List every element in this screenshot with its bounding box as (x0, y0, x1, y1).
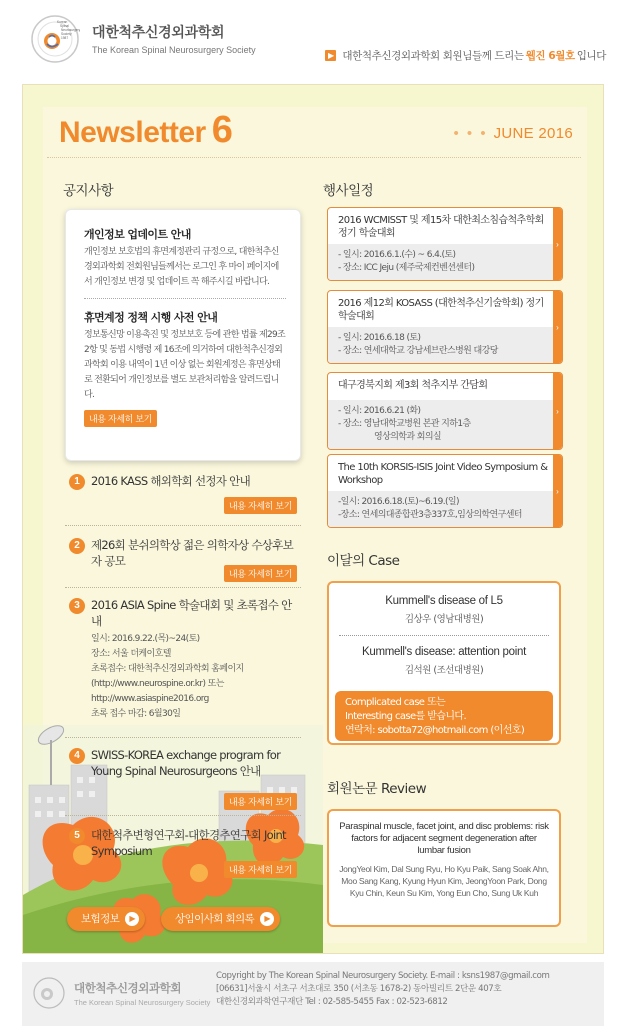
notice-list-item-2[interactable] (65, 537, 301, 580)
event-venue: -장소: 연세의대종합관3층337호,임상의학연구센터 (338, 510, 522, 520)
org-name-en: The Korean Spinal Neurosurgery Society (92, 45, 256, 55)
event-card-4[interactable] (327, 454, 563, 528)
event-details (328, 491, 562, 527)
case-author: 김석원 (조선대병원) (404, 665, 484, 676)
notice-item-more-button[interactable]: 내용 자세히 보기 (224, 861, 297, 878)
logo-small-line-3: Neurosurgery (61, 28, 80, 32)
org-name[interactable] (92, 22, 256, 55)
event-title[interactable]: 2016 제12회 KOSASS (대한척추신기술학회) 정기학술대회 (338, 298, 544, 322)
event-card-3[interactable] (327, 372, 563, 450)
item-number-badge: 3 (69, 598, 85, 614)
logo-small-line-1: Korean (57, 20, 68, 24)
footer-info (216, 970, 549, 1009)
notice-title-1[interactable]: 개인정보 업데이트 안내 (84, 228, 191, 241)
notice-item-details (91, 632, 301, 722)
callout-contact[interactable]: 연락처: sobotta72@hotmail.com (이선호) (345, 725, 525, 736)
event-venue: - 장소: ICC Jeju (제주국제컨벤션센터) (338, 263, 475, 273)
notice-body-2: 정보통신망 이용촉진 및 정보보호 등에 관한 법률 제29조 2항 및 동법 시행령 제 16조에 의거하여 대한척추신경외과학회 이용 내역이 1년 이상 없는 회원계정은 휴면상태로 전환되어 개인정보를 별도 보관처리함을 알려드립니다. (84, 330, 286, 400)
review-card[interactable] (327, 809, 561, 927)
featured-notice-card (65, 209, 301, 461)
detail-line[interactable]: http://www.asiaspine2016.org (91, 694, 209, 704)
case-title[interactable]: Kummell's disease: attention point (362, 646, 526, 658)
chevron-right-icon[interactable]: › (553, 373, 562, 449)
notice-list-item-5[interactable] (65, 827, 301, 876)
board-minutes-button[interactable] (161, 907, 280, 931)
event-title[interactable]: 2016 WCMISST 및 제15차 대한최소침습척추학회 정기 학술대회 (338, 215, 544, 239)
item-number-badge: 2 (69, 538, 85, 554)
arrow-right-icon: ▶ (325, 50, 336, 61)
event-date: - 일시: 2016.6.18 (토) (338, 333, 421, 343)
date-dots: • • • (453, 125, 488, 142)
notice-list-item-3[interactable] (65, 597, 301, 722)
list-divider (65, 525, 301, 526)
notice-body-1: 개인정보 보호법의 휴면계정관리 규정으로, 대한척추신경외과학회 전회원님들께서는 로그인 후 마이 페이지에서 개인정보 변경 및 업데이트 꼭 해주시길 바랍니다. (84, 247, 279, 287)
event-date: - 일시: 2016.6.21 (화) (338, 406, 421, 416)
chevron-right-icon[interactable]: › (553, 455, 562, 527)
board-minutes-label: 상임이사회 회의록 (175, 913, 255, 925)
footer-org-name (74, 980, 210, 1007)
tagline (325, 48, 606, 63)
notice-list-item-1[interactable] (65, 473, 301, 512)
logo-small-line-5: 1987 (61, 36, 69, 40)
detail-line: 초록 접수 마감: 6월30일 (91, 709, 181, 719)
item-number-badge: 4 (69, 748, 85, 764)
footer-org-name-en: The Korean Spinal Neurosurgery Society (74, 998, 211, 1007)
org-name-ko: 대한척추신경외과학회 (92, 25, 225, 41)
notice-details-button[interactable]: 내용 자세히 보기 (84, 410, 157, 427)
event-title[interactable]: The 10th KORSIS-ISIS Joint Video Symposium & Workshop (338, 462, 548, 486)
notice-item-more-button[interactable]: 내용 자세히 보기 (224, 793, 297, 810)
newsletter-panel (22, 84, 604, 954)
society-logo-icon[interactable] (30, 14, 80, 64)
notices-section-title: 공지사항 (63, 183, 114, 199)
footer (22, 962, 604, 1026)
notice-item-more-button[interactable]: 내용 자세히 보기 (224, 497, 297, 514)
callout-line-2: Interesting case를 받습니다. (345, 711, 467, 722)
list-divider (65, 737, 301, 738)
notice-item-title[interactable]: 제26회 분쉬의학상 젊은 의학자상 수상후보자 공모 (91, 538, 294, 568)
insurance-info-label: 보험정보 (81, 913, 120, 925)
newsletter-issue-number: 6 (211, 109, 233, 151)
event-title[interactable]: 대구경북지회 제3회 척추지부 간담회 (338, 380, 488, 391)
footer-contact: 대한신경외과학연구재단 Tel : 02-585-5455 Fax : 02-523-6812 (216, 997, 448, 1007)
footer-copyright: Copyright by The Korean Spinal Neurosurgery Society. E-mail : ksns1987@gmail.com (216, 971, 550, 981)
list-divider (65, 587, 301, 588)
title-divider (47, 157, 581, 158)
society-logo-icon (32, 976, 66, 1010)
chevron-right-icon[interactable]: › (553, 291, 562, 363)
newsletter-title-text: Newsletter (59, 116, 206, 149)
newsletter-title (59, 109, 232, 152)
case-item-2[interactable] (329, 646, 559, 676)
event-card-2[interactable] (327, 290, 563, 364)
detail-line: 일시: 2016.9.22.(목)~24(토) (91, 634, 200, 644)
case-section-title: 이달의 Case (327, 553, 400, 569)
detail-line: 초록접수: 대한척추신경외과학회 홈페이지 (91, 664, 244, 674)
tagline-suffix: 입니다 (576, 50, 606, 62)
notice-item-title[interactable]: 대한척추변형연구회-대한경추연구회 Joint Symposium (91, 828, 286, 858)
event-venue: - 장소: 연세대학교 강남세브란스병원 대강당 (338, 346, 498, 356)
tagline-prefix: 대한척추신경외과학회 회원님들께 드리는 (342, 50, 524, 62)
chevron-right-icon: ▶ (125, 912, 139, 926)
chevron-right-icon[interactable]: › (553, 208, 562, 280)
case-title[interactable]: Kummell's disease of L5 (385, 595, 503, 607)
notice-divider (84, 298, 286, 299)
footer-org-name-ko: 대한척추신경외과학회 (74, 981, 182, 995)
notice-item-title[interactable]: 2016 KASS 해외학회 선정자 안내 (91, 474, 250, 488)
event-date: -일시: 2016.6.18.(토)~6.19.(일) (338, 497, 459, 507)
notice-title-2[interactable]: 휴면계정 정책 시행 사전 안내 (84, 311, 218, 324)
case-card (327, 581, 561, 745)
event-details (328, 244, 562, 280)
event-venue: - 장소: 영남대학교병원 본관 지하1층 (338, 419, 471, 429)
event-details (328, 400, 562, 449)
newsletter-date (453, 125, 573, 142)
event-details (328, 327, 562, 363)
case-item-1[interactable] (329, 583, 559, 625)
logo-small-line-2: Spinal (60, 24, 69, 28)
header (0, 0, 630, 84)
detail-line[interactable]: (http://www.neurospine.or.kr) 또는 (91, 679, 224, 689)
review-paper-title[interactable]: Paraspinal muscle, facet joint, and disc problems: risk factors for adjacent segment degeneration after lumbar fusion (339, 821, 549, 856)
events-section-title: 행사일정 (323, 183, 374, 199)
event-venue-room: 영상의학과 회의실 (374, 432, 442, 442)
date-text: JUNE 2016 (493, 125, 573, 142)
logo-small-line-4: Society (61, 32, 72, 36)
event-date: - 일시: 2016.6.1.(수) ~ 6.4.(토) (338, 250, 456, 260)
list-divider (65, 815, 301, 816)
review-section-title: 회원논문 Review (327, 781, 427, 797)
notice-item-title[interactable]: 2016 ASIA Spine 학술대회 및 초록접수 안내 (91, 598, 292, 628)
case-author: 김상우 (영남대병원) (404, 614, 484, 625)
callout-line-1: Complicated case 또는 (345, 697, 446, 708)
notice-list-item-4[interactable] (65, 747, 301, 808)
event-card-1[interactable] (327, 207, 563, 281)
tagline-highlight: 웹진 6월호 (525, 50, 575, 62)
item-number-badge: 1 (69, 474, 85, 490)
review-authors: JongYeol Kim, Dal Sung Ryu, Ho Kyu Paik, Sang Soak Ahn, Moo Sang Kang, Kyung Hyun Kim, JeongYoon Park, Dong Kyu Chin, Keun Su Kim, Yong Eun Cho, Sung Uk Kuh (339, 864, 549, 898)
case-submission-callout (335, 691, 553, 741)
case-divider (339, 635, 549, 636)
chevron-right-icon: ▶ (260, 912, 274, 926)
item-number-badge: 5 (69, 828, 85, 844)
notice-item-title[interactable]: SWISS-KOREA exchange program for Young Spinal Neurosurgeons 안내 (91, 748, 281, 778)
insurance-info-button[interactable] (67, 907, 145, 931)
detail-line: 장소: 서울 더케이호텔 (91, 649, 171, 659)
footer-address: [06631]서울시 서초구 서초대로 350 (서초동 1678-2) 동아빌리트 2단운 407호 (216, 984, 502, 994)
notice-item-more-button[interactable]: 내용 자세히 보기 (224, 565, 297, 582)
